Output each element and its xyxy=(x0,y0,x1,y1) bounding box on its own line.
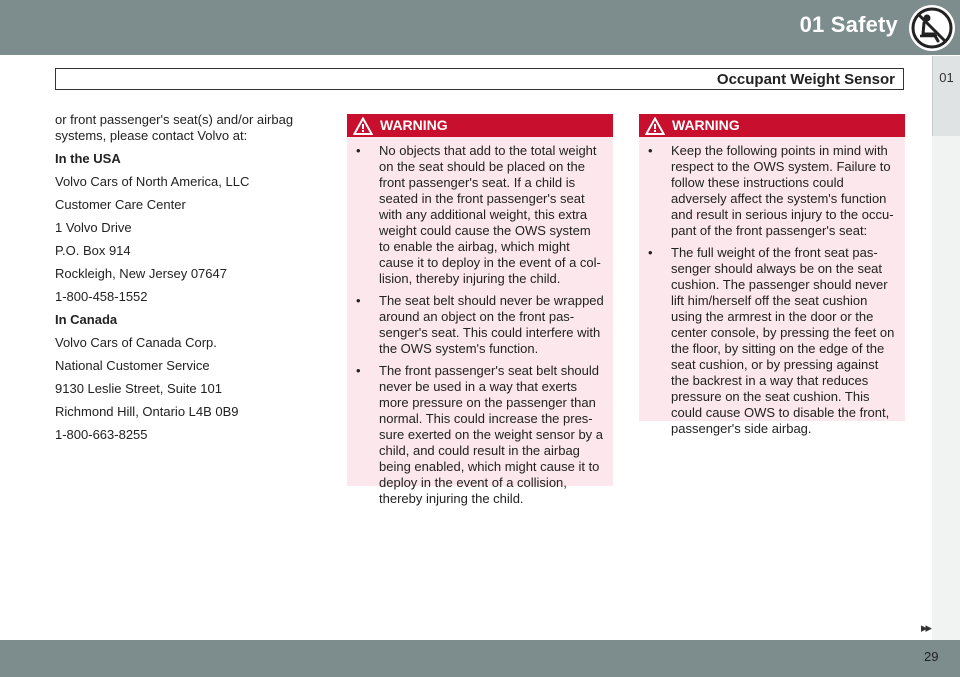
usa-phone: 1-800-458-1552 xyxy=(55,289,148,304)
canada-line: Richmond Hill, Ontario L4B 0B9 xyxy=(55,404,239,419)
contact-column xyxy=(55,112,315,450)
canada-line: Volvo Cars of Canada Corp. xyxy=(55,335,217,350)
warning-item-text: No objects that add to the total weight on the seat should be placed on the front passenger's seat. If a child is seated in the front passenger's seat with any additional weight, this extra weight could cause the OWS system to enable the airbag, which might cause it to deploy in the event of a col-lision, thereby injuring the child. xyxy=(379,143,601,286)
warning-label: WARNING xyxy=(380,117,448,133)
canada-phone: 1-800-663-8255 xyxy=(55,427,148,442)
warning-item-text: The front passenger's seat belt should never be used in a way that exerts more pressure on the passenger than normal. This could increase the pres-sure exerted on the weight sensor by a child, and could result in the airbag being enabled, which might cause it to deploy in the event of a collision, thereby injuring the child. xyxy=(379,363,604,506)
canada-line: National Customer Service xyxy=(55,358,210,373)
chapter-tab[interactable] xyxy=(932,56,960,136)
warning-item-text: The seat belt should never be wrapped around an object on the front pas-senger's seat. This could interfere with the OWS system's function. xyxy=(379,293,604,356)
page-number: 29 xyxy=(924,649,939,664)
warning-header xyxy=(347,114,613,137)
warning-triangle-icon xyxy=(644,116,666,136)
warning-header xyxy=(639,114,905,137)
warning-item xyxy=(648,143,897,239)
canada-heading: In Canada xyxy=(55,312,118,327)
warning-list xyxy=(347,137,613,507)
warning-triangle-icon xyxy=(352,116,374,136)
usa-line: 1 Volvo Drive xyxy=(55,220,132,235)
side-strip xyxy=(932,136,960,640)
usa-heading: In the USA xyxy=(55,151,121,166)
warning-item xyxy=(356,293,605,357)
seat-occupant-crossed-icon xyxy=(907,3,957,53)
bullet-icon: • xyxy=(648,143,653,158)
intro-text: or front passenger's seat(s) and/or airbag systems, please contact Volvo at: xyxy=(55,112,294,143)
warning-item-text: Keep the following points in mind with respect to the OWS system. Failure to follow these instructions could adversely affect the system's function and result in serious injury to the occu-pant of the front passenger's seat: xyxy=(671,143,894,238)
warning-box xyxy=(639,114,905,436)
warning-item xyxy=(648,245,897,437)
warning-item-text: The full weight of the front seat pas-senger should always be on the seat cushion. The passenger should never lift him/herself off the seat cushion using the armrest in the door or the center console, by pressing the feet on the floor, by sitting on the edge of the seat cushion, or by pressing against the backrest in a way that reduces pressure on the seat cushion. This could cause OWS to disable the front, passenger's side airbag. xyxy=(671,245,895,436)
warning-list xyxy=(639,137,905,437)
next-page-arrows-icon[interactable]: ▸▸ xyxy=(921,620,931,635)
bullet-icon: • xyxy=(356,143,361,158)
warning-label: WARNING xyxy=(672,117,740,133)
bullet-icon: • xyxy=(356,293,361,308)
canada-line: 9130 Leslie Street, Suite 101 xyxy=(55,381,222,396)
bullet-icon: • xyxy=(648,245,653,260)
warning-item xyxy=(356,143,605,287)
warning-item xyxy=(356,363,605,507)
usa-line: Volvo Cars of North America, LLC xyxy=(55,174,250,189)
usa-line: Customer Care Center xyxy=(55,197,186,212)
bullet-icon: • xyxy=(356,363,361,378)
usa-line: Rockleigh, New Jersey 07647 xyxy=(55,266,227,281)
section-title: Occupant Weight Sensor xyxy=(716,71,895,88)
footer-band xyxy=(0,640,960,677)
chapter-tab-label: 01 xyxy=(939,70,954,85)
usa-line: P.O. Box 914 xyxy=(55,243,131,258)
chapter-title: 01 Safety xyxy=(799,12,898,37)
warning-box xyxy=(347,114,613,506)
section-header xyxy=(55,68,904,90)
